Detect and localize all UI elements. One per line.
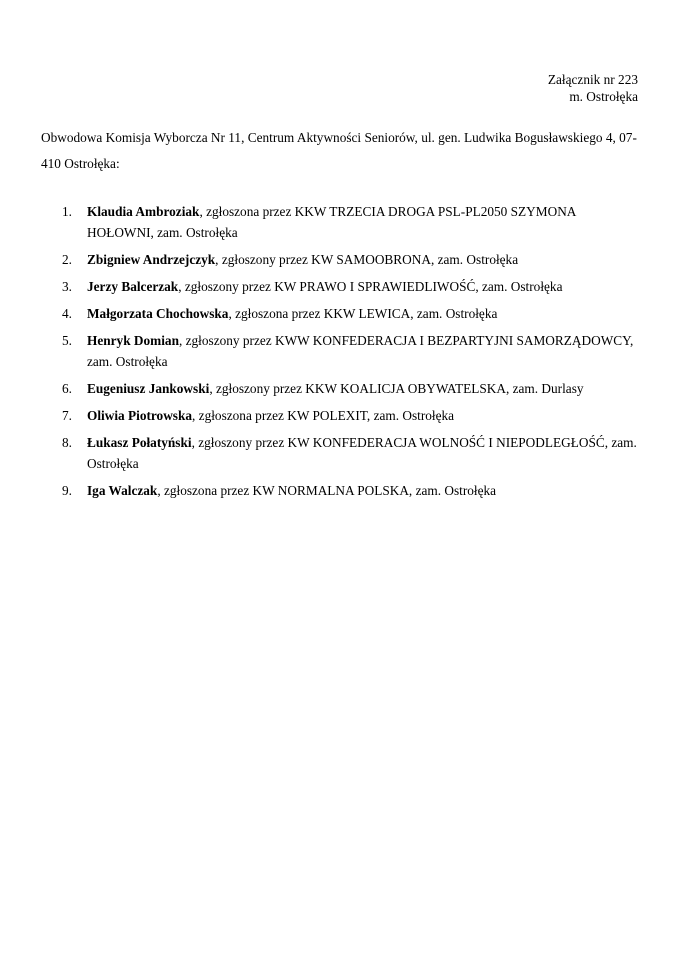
member-details: , zgłoszony przez KWW KONFEDERACJA I BEZPARTYJNI SAMORZĄDOWCY, zam. Ostrołęka — [87, 333, 634, 369]
member-name: Klaudia Ambroziak — [87, 204, 200, 219]
item-number: 5. — [62, 333, 72, 348]
member-name: Oliwia Piotrowska — [87, 408, 193, 423]
commission-address: Obwodowa Komisja Wyborcza Nr 11, Centrum Aktywności Seniorów, ul. gen. Ludwika Bogusławskiego 4, 07-410 Ostrołęka: — [41, 130, 637, 171]
member-name: Łukasz Połatyński — [87, 435, 192, 450]
list-item — [41, 249, 641, 270]
member-details: , zgłoszony przez KW PRAWO I SPRAWIEDLIWOŚĆ, zam. Ostrołęka — [178, 279, 563, 294]
member-details: , zgłoszona przez KW POLEXIT, zam. Ostrołęka — [192, 408, 455, 423]
member-details: , zgłoszona przez KKW TRZECIA DROGA PSL-PL2050 SZYMONA HOŁOWNI, zam. Ostrołęka — [87, 204, 576, 240]
member-name: Małgorzata Chochowska — [87, 306, 229, 321]
member-name: Zbigniew Andrzejczyk — [87, 252, 216, 267]
list-item — [41, 330, 641, 372]
item-number: 9. — [62, 483, 72, 498]
item-number: 7. — [62, 408, 72, 423]
attachment-city: m. Ostrołęka — [569, 89, 638, 104]
list-item — [41, 378, 641, 399]
item-number: 2. — [62, 252, 72, 267]
list-item — [41, 276, 641, 297]
list-item — [41, 303, 641, 324]
member-name: Iga Walczak — [87, 483, 158, 498]
member-details: , zgłoszona przez KKW LEWICA, zam. Ostrołęka — [228, 306, 498, 321]
list-item — [41, 432, 641, 474]
item-number: 4. — [62, 306, 72, 321]
member-name: Jerzy Balcerzak — [87, 279, 179, 294]
list-item — [41, 405, 641, 426]
list-item — [41, 201, 641, 243]
member-details: , zgłoszony przez KW KONFEDERACJA WOLNOŚĆ I NIEPODLEGŁOŚĆ, zam. Ostrołęka — [87, 435, 637, 471]
member-details: , zgłoszona przez KW NORMALNA POLSKA, zam. Ostrołęka — [157, 483, 497, 498]
member-name: Eugeniusz Jankowski — [87, 381, 210, 396]
attachment-header — [548, 71, 638, 105]
member-name: Henryk Domian — [87, 333, 179, 348]
member-details: , zgłoszony przez KW SAMOOBRONA, zam. Ostrołęka — [215, 252, 519, 267]
list-item — [41, 480, 641, 501]
attachment-number: Załącznik nr 223 — [547, 72, 638, 87]
item-number: 6. — [62, 381, 72, 396]
item-number: 3. — [62, 279, 72, 294]
item-number: 1. — [62, 204, 72, 219]
member-details: , zgłoszony przez KKW KOALICJA OBYWATELSKA, zam. Durlasy — [209, 381, 584, 396]
item-number: 8. — [62, 435, 72, 450]
member-list — [41, 201, 641, 507]
